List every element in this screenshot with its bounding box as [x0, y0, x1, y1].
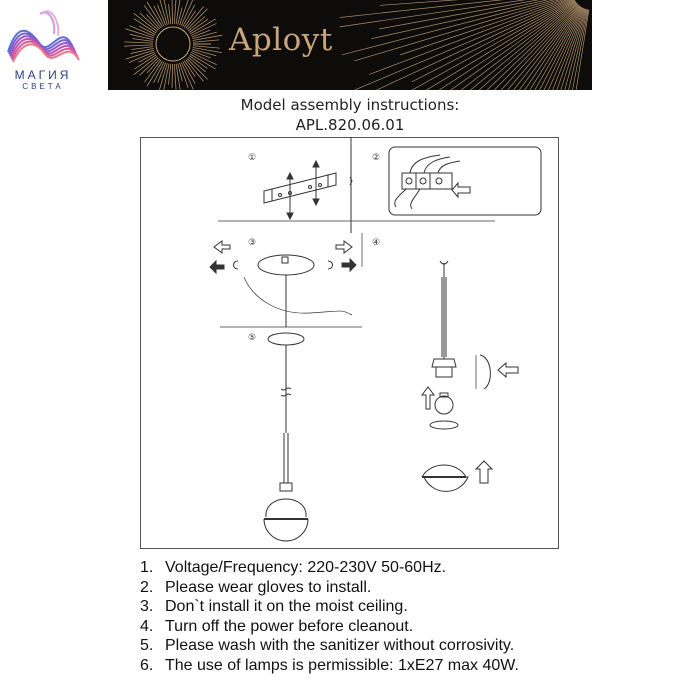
logo-line-1: МАГИЯ: [14, 68, 72, 82]
page-title: Model assembly instructions:: [240, 96, 460, 114]
list-text: The use of lamps is permissible: 1xE27 max 40W.: [165, 656, 519, 674]
list-text: Don`t install it on the moist ceiling.: [165, 598, 408, 615]
list-text: Turn off the power before cleanout.: [165, 617, 414, 635]
terminal-block-icon: [389, 147, 541, 215]
instructions-list: [140, 558, 519, 675]
list-text: Voltage/Frequency: 220-230V 50-60Hz.: [165, 559, 447, 576]
mounting-bracket-icon: [264, 161, 352, 219]
list-text: Please wear gloves to install.: [165, 578, 372, 596]
step-3-label: ③: [248, 238, 257, 248]
lamp-assembly-icon: [422, 261, 518, 491]
list-item: [140, 617, 519, 637]
assembled-pendant-icon: [264, 333, 308, 541]
sunburst-icon: [108, 0, 592, 90]
list-item: [140, 656, 519, 676]
step-2-label: ②: [372, 153, 381, 163]
brand-name: Aployt: [229, 22, 333, 58]
step-4-label: ④: [372, 238, 381, 248]
logo-line-2: СВЕТА: [22, 82, 64, 91]
list-number: 6.: [140, 656, 154, 674]
list-item: [140, 636, 519, 656]
list-item: [140, 578, 519, 598]
assembly-diagram: [140, 137, 559, 549]
step-5-label: ⑤: [248, 333, 257, 343]
wave-ribbon-icon: [8, 11, 79, 62]
list-item: [140, 558, 519, 578]
list-text: Please wash with the sanitizer without corrosivity.: [165, 637, 515, 654]
diagram-border: [141, 138, 559, 549]
model-number: APL.820.06.01: [295, 116, 405, 134]
step-1-label: ①: [248, 153, 257, 163]
list-item: [140, 597, 519, 617]
brand-banner: [108, 0, 592, 90]
list-number: 4.: [140, 617, 154, 635]
list-number: 3.: [140, 598, 154, 615]
list-number: 2.: [140, 578, 154, 596]
list-number: 1.: [140, 559, 154, 576]
list-number: 5.: [140, 637, 154, 654]
canopy-icon: [210, 241, 356, 327]
